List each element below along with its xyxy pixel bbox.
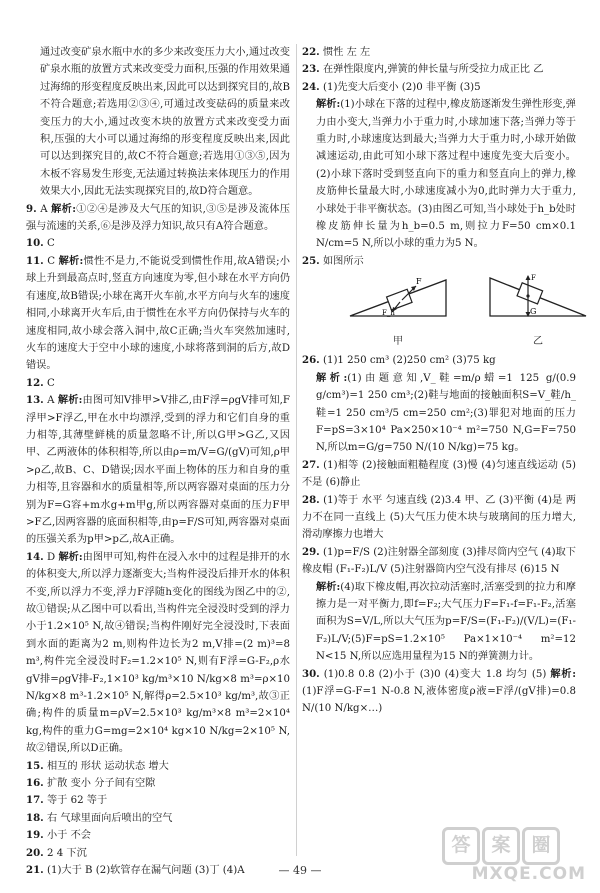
answer-10 [26, 235, 290, 252]
answer-text: 右 气球里面向后喷出的空气 [46, 812, 173, 824]
answer-text: (1)大于 B (2)软管存在漏气问题 (3)丁 (4)A [46, 865, 245, 877]
answer-text: 小于 不会 [46, 830, 91, 842]
question-number: 22. [302, 46, 320, 58]
watermark-char-1: 答 [442, 827, 480, 865]
question-number: 23. [302, 63, 320, 76]
answer-text: 在弹性限度内,弹簧的伸长量与所受拉力成正比 乙 [322, 64, 544, 76]
answer-choice: D [47, 551, 56, 563]
right-column [302, 44, 576, 718]
answer-text: 扩散 变小 分子间有空隙 [46, 778, 156, 790]
answer-choice: C [46, 377, 55, 389]
question-number: 12. [26, 376, 44, 389]
analysis-text: (1)由题意知,V_鞋=m/ρ蜡=1 125 g/(0.9 g/cm³)=1 250 cm³;(2)鞋与地面的接触面积S=V_鞋/h_鞋=1 250 cm³/5 cm=250 cm²;(3)罪犯对地面的压力F=pS=3×10⁴ Pa×250×10⁻⁴ m²=750 N,G=F=750 N,所以m=G/g=750 N/(10 N/kg)=75 kg。 [316, 372, 576, 454]
figure-yi [482, 272, 594, 347]
page-number: — 49 — [278, 864, 322, 877]
answer-text: (1)先变大后变小 (2)0 非平衡 (3)5 [322, 81, 481, 93]
question-number: 30. [302, 667, 320, 680]
answer-19 [26, 827, 290, 844]
answer-choice: A [40, 203, 48, 215]
answer-11 [26, 253, 290, 375]
analysis-label: 解析: [316, 580, 341, 593]
analysis-label: 解析: [316, 98, 341, 111]
answer-28 [302, 492, 576, 544]
question-number: 27. [302, 458, 320, 471]
answer-14 [26, 549, 290, 758]
figure-25 [302, 272, 576, 347]
answer-27 [302, 457, 576, 492]
left-column [26, 44, 290, 880]
question-number: 20. [26, 846, 44, 859]
incline-diagram-jia [342, 272, 454, 320]
answer-choice: A [47, 395, 55, 407]
answer-text: 惯性 左 左 [322, 47, 371, 58]
question-number: 19. [26, 829, 44, 842]
answer-text: 如图所示 [322, 255, 364, 267]
analysis-26 [302, 370, 576, 457]
svg-text:F: F [531, 274, 536, 283]
question-number: 29. [302, 545, 320, 558]
analysis-label: 解析: [58, 254, 84, 267]
question-number: 13. [26, 394, 44, 407]
figure-caption-yi: 乙 [533, 335, 543, 347]
analysis-text: 惯性不是力,不能说受到惯性作用,故A错误;小球上升到最高点时,竖直方向速度为零,但小球在水平方向仍有速度,故B错误;小球在离开火车前,水平方向与火车的速度相同,小球离开火车后,由于惯性在水平方向仍保持与火车的速度相同,故小球会落入洞中,故C正确;当火车突然加速时,火车的速度大于空中小球的速度,小球将落到洞的后方,故D错误。 [26, 255, 290, 372]
answer-26 [302, 352, 576, 369]
answer-text: 相互的 形状 运动状态 增大 [46, 760, 169, 772]
question-number: 26. [302, 354, 320, 367]
analysis-label: 解析: [51, 202, 76, 215]
answer-22 [302, 44, 576, 61]
analysis-24 [302, 96, 576, 253]
answer-15 [26, 758, 290, 775]
answer-29 [302, 544, 576, 579]
answer-17 [26, 792, 290, 809]
watermark-logo [442, 827, 592, 883]
question-number: 17. [26, 794, 44, 807]
answer-text: (1)p=F/S (2)注射器全部刻度 (3)排尽筒内空气 (4)取下橡皮帽 (F₁-F₂)L/V (5)注射器筒内空气没有排尽 (6)15 N [302, 546, 576, 576]
question-number: 10. [26, 237, 44, 250]
watermark-char-2: 案 [482, 827, 520, 865]
analysis-label: 解析: [58, 550, 83, 563]
answer-30 [302, 666, 576, 718]
incline-diagram-yi [482, 272, 594, 320]
answer-text: (1)1 250 cm³ (2)250 cm² (3)75 kg [322, 355, 496, 367]
question-number: 28. [302, 493, 320, 506]
analysis-text: (1)小球在下落的过程中,橡皮筋逐渐发生弹性形变,弹力由小变大,当弹力小于重力时,小球加速下落;当弹力等于重力时,小球速度达到最大;当弹力大于重力时,小球开始做减速运动,由此可知小球下落过程中速度先变大后变小。(2)小球下落时受到竖直向下的重力和竖直向上的弹力,橡皮筋伸长量最大时,小球速度减小为0,此时弹力大于重力,小球处于非平衡状态。(3)由图乙可知,当小球处于h_b处时橡皮筋伸长量为h_b=0.5 m,则拉力F=50 cm×0.1 N/cm=5 N,所以小球的重力为5 N。 [316, 99, 576, 250]
analysis-text: (4)取下橡皮帽,再次拉动活塞时,活塞受到的拉力和摩擦力是一对平衡力,即f=F₂;大气压力F=F₁-f=F₁-F₂,活塞面积为S=V/L,所以大气压为p=F/S=(F₁-F₂)/(V/L)=(F₁-F₂)L/V;(5)F=pS=1.2×10⁵ Pa×1×10⁻⁴ m²=12 N<15 N,所以应选用量程为15 N的弹簧测力计。 [316, 581, 576, 663]
svg-text:F_h: F_h [382, 309, 395, 318]
question-number: 24. [302, 80, 320, 93]
answer-text: (1)等于 水平 匀速直线 (2)3.4 甲、乙 (3)平衡 (4)是 两力不在同一直线上 (5)大气压力使木块与玻璃间的压力增大,滑动摩擦力也增大 [302, 494, 576, 541]
answer-9 [26, 201, 290, 236]
answer-18 [26, 810, 290, 827]
analysis-label: 解析: [550, 667, 576, 680]
answer-20 [26, 845, 290, 862]
question-number: 14. [26, 550, 44, 563]
answer-24 [302, 79, 576, 96]
question-number: 16. [26, 777, 44, 790]
column-divider [296, 44, 297, 856]
figure-jia [342, 272, 454, 347]
answer-16 [26, 775, 290, 792]
answer-13 [26, 392, 290, 549]
analysis-label: 解析: [57, 394, 83, 407]
watermark-url: MXQE.COM [471, 863, 586, 884]
question-number: 9. [26, 202, 37, 215]
question-number: 21. [26, 864, 44, 877]
analysis-29 [302, 579, 576, 666]
continuation-paragraph: 通过改变矿泉水瓶中水的多少来改变压力大小,通过改变矿泉水瓶的放置方式来改变受力面积,压强的作用效果通过海绵的形变程度反映出来,因此可以达到探究目的,故B不符合题意;若选用②③④,可通过改变砝码的质量来改变压力的大小,通过改变木块的放置方式来改变受力面积,压强的大小可以通过海绵的形变程度反映出来,因此可以达到探究目的,故C不符合题意;若选用①③⑤,因为木板不容易发生形变,无法通过转换法来体现压力的作用效果大小,因此无法实现探究目的,故D符合题意。 [40, 47, 290, 198]
answer-choice: C [46, 238, 55, 250]
svg-text:F: F [416, 277, 422, 287]
analysis-label: 解析: [316, 371, 348, 384]
answer-choice: C [47, 255, 56, 267]
question-number: 18. [26, 811, 44, 824]
analysis-text: (1)F浮=G-F=1 N-0.8 N,液体密度ρ液=F浮/(gV排)=0.8 N/(10 N/kg×…) [302, 686, 576, 715]
question-number: 15. [26, 759, 44, 772]
answer-text: 2 4 下沉 [46, 847, 87, 859]
answer-25 [302, 253, 576, 270]
question-number: 11. [26, 254, 44, 267]
analysis-text: 由图可知V排甲>V排乙,由F浮=ρgV排可知,F浮甲>F浮乙,甲在水中均漂浮,受到的浮力和它们自身的重力相等,其薄壁鲜桃的质量忽略不计,所以G甲>G乙,又因甲、乙两液体的体积相等,所以由ρ=m/V=G/(gV)可知,ρ甲>ρ乙,故B、C、D错误;因水平面上物体的压力和自身的重力相等,且容器和水的质量相等,所以两容器对桌面的压力分别为F=G容+m水g+m甲g,所以两容器对桌面的压力F甲>F乙,因两容器的底面积相等,由p=F/S可知,两容器对桌面的压强关系为p甲>p乙,故A正确。 [26, 395, 290, 546]
answer-text: (1)相等 (2)接触面粗糙程度 (3)慢 (4)匀速直线运动 (5)不是 (6)静止 [302, 459, 576, 489]
answer-12 [26, 375, 290, 392]
analysis-text: ①②④是涉及大气压的知识,③⑤是涉及流体压强与流速的关系,⑥是涉及浮力知识,故只有A符合题意。 [26, 203, 290, 233]
question-number: 25. [302, 254, 320, 267]
figure-caption-jia: 甲 [393, 335, 403, 347]
svg-text:G: G [530, 307, 537, 317]
answer-text: 等于 62 等于 [46, 795, 108, 807]
answer-text: (1)0.8 0.8 (2)小于 (3)0 (4)变大 1.8 均匀 (5) [323, 668, 547, 680]
answer-23 [302, 61, 576, 78]
watermark-char-3: 圈 [522, 827, 560, 865]
analysis-text: 由图甲可知,构件在浸入水中的过程是排开的水的体积变大,所以浮力逐渐变大;当构件浸没后排开水的体积不变,所以浮力不变,浮力F浮随h变化的图线为图乙中的②,故①错误;从乙图中可以看出,当构件完全浸没时受到的浮力小于1.2×10⁵ N,故④错误;当构件刚好完全浸没时,下表面到水面的距离为2 m,则构件边长为2 m,V排=(2 m)³=8 m³,构件完全浸没时F₂=1.2×10⁵ N,则有F浮=G-F₂,ρ水gV排=ρgV排-F₂,1×10³ kg/m³×10 N/kg×8 m³=ρ×10 N/kg×8 m³-1.2×10⁵ N,解得ρ=2.5×10³ kg/m³,故③正确;构件的质量m=ρV=2.5×10³ kg/m³×8 m³=2×10⁴ kg,构件的重力G=mg=2×10⁴ kg×10 N/kg=2×10⁵ N,故②错误,所以D正确。 [26, 551, 290, 755]
